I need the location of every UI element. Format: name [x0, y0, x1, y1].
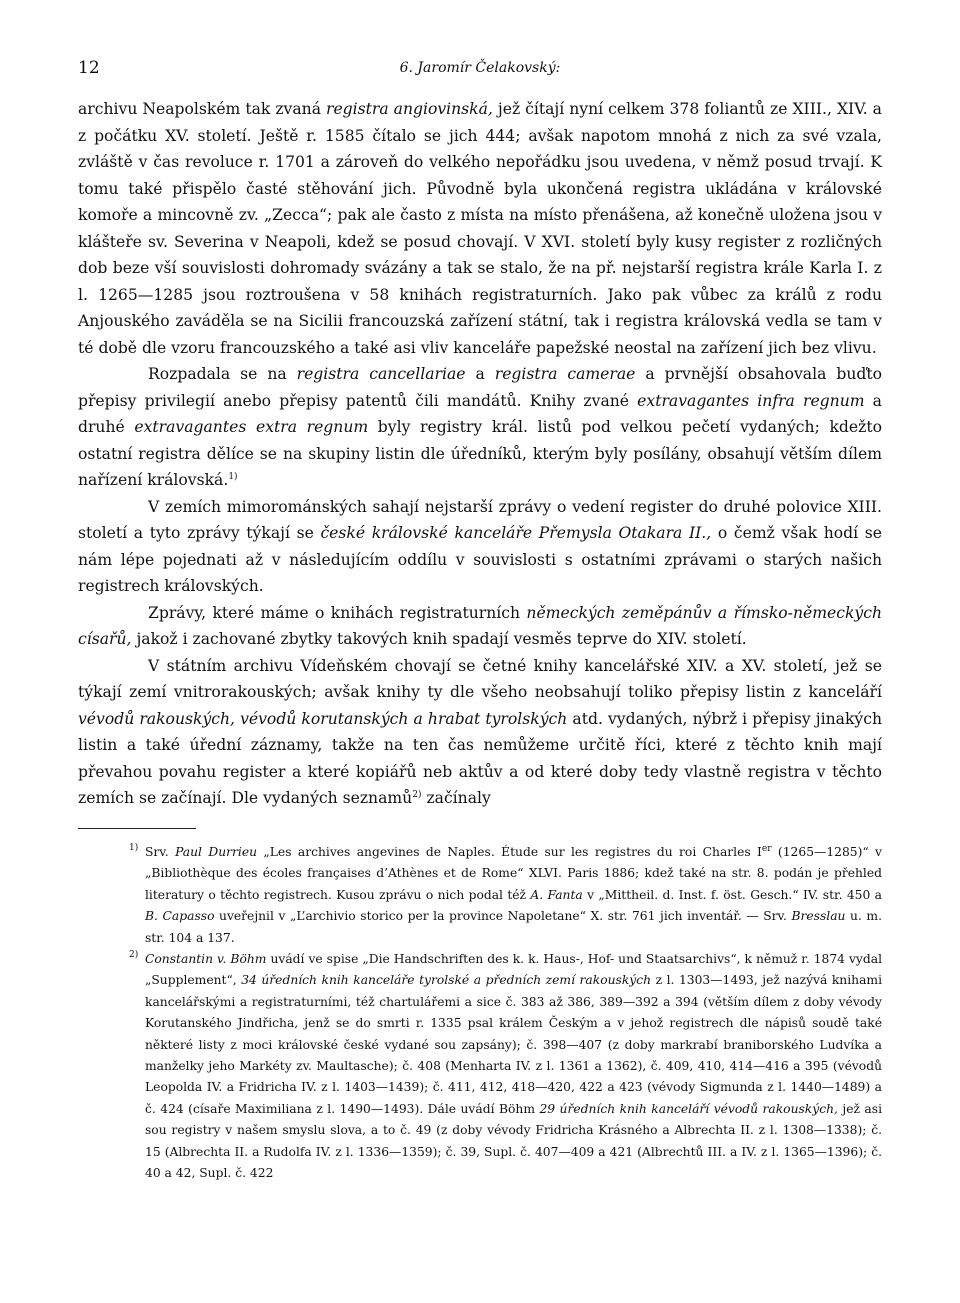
paragraph-4: Zprávy, které máme o knihách registraturních německých zeměpánův a římsko-německých císařů, jakož i zachované zbytky takových knih spadají vesměs teprve do XIV. století.	[78, 603, 882, 648]
running-head: 6. Jaromír Čelakovský:	[399, 60, 561, 76]
paragraph-1: archivu Neapolském tak zvaná registra angiovinská, jež čítají nyní celkem 378 foliantů ze XIII., XIV. a z počátku XV. století. Ještě r. 1585 čítalo se jich 444; avšak napotom mnohá z nich za své vzala, zvláště v čas revoluce r. 1701 a zároveň do velkého nepořádku jsou uvedena, v němž posud trvají. K tomu také přispělo časté stěhování jich. Původně byla ukončená registra ukládána v královské komoře a mincovně zv. „Zecca“; pak ale často z místa na místo přenášena, až konečně uložena jsou v klášteře sv. Severina v Neapoli, kdež se posud chovají. V XVI. století byly kusy register z rozličných dob beze vší souvislosti dohromady svázány a tak se stalo, že na př. nejstarší registra krále Karla I. z l. 1265—1285 jsou roztroušena v 58 knihách registraturních. Jako pak vůbec za králů z rodu Anjouského zaváděla se na Sicilii francouzská zařízení státní, tak i registra královská vedla se tam v té době dle vzoru francouzského a také asi vliv kanceláře papežské neostal na zařízení jich bez vlivu.	[78, 100, 882, 357]
paragraph-3: V zemích mimorománských sahají nejstarší zprávy o vedení register do druhé polovice XIII. století a tyto zprávy týkají se české královské kanceláře Přemysla Otakara II., o čemž však hodí se nám lépe pojednati až v následujícím oddílu v souvislosti s ostatními zprávami o starých našich registrech královských.	[78, 497, 882, 595]
footnote-ref-1: 1)	[228, 471, 238, 482]
page-header	[78, 58, 882, 82]
main-text	[78, 96, 882, 812]
paragraph-5: V státním archivu Vídeňském chovají se četné knihy kancelářské XIV. a XV. století, jež se týkají zemí vnitrorakouských; avšak knihy ty dle všeho neobsahují toliko přepisy listin z kanceláří vévodů rakouských, vévodů korutanských a hrabat tyrolských atd. vydaných, nýbrž i přepisy jinakých listin a také úřední záznamy, takže na ten čas nemůžeme určitě říci, které z těchto knih mají převahou povahu register a které kopiářů neb aktův a od které doby tedy vlastně registra v těchto zemích se začínají. Dle vydaných seznamů$^{2)}$ začínaly	[78, 656, 882, 807]
footnotes	[129, 842, 883, 1185]
paragraph-2: Rozpadala se na registra cancellariae a registra camerae a prvnější obsahovala buďto přepisy privilegií anebo přepisy patentů čili mandátů. Knihy zvané extravagantes infra regnum a druhé extravagantes extra regnum byly registry král. listů pod velkou pečetí vydaných; kdežto ostatní registra dělíce se na skupiny listin dle úředníků, kterým byly posílány, obsahují větším dílem nařízení královská.$^{1)}$	[78, 365, 882, 489]
footnote-2: 2) Constantin v. Böhm uvádí ve spise „Die Handschriften des k. k. Haus-, Hof- und Staatsarchivs“, k němuž r. 1874 vydal „Supplement“, 34 úředních knih kanceláře tyrolské a předních zemí rakouských z l. 1303—1493, jež nazývá knihami kancelářskými a registraturními, též chartulářemi a sice č. 383 až 386, 389—392 a 394 (větším dílem z doby vévody Korutanského Jindřicha, jenž se do smrti r. 1335 psal králem Českým a v jehož registrech dle nápisů soudě také některé listy z moci královské české vydané sou zapsány); č. 398—407 (z doby markrabí braniborského Ludvíka a manželky jeho Markéty zv. Maultasche); č. 408 (Menharta IV. z l. 1361 a 1362), č. 409, 410, 414—416 a 395 (vévodů Leopolda IV. a Fridricha IV. z l. 1403—1439); č. 411, 412, 418—420, 422 a 423 (vévody Sigmunda z l. 1440—1489) a č. 424 (císaře Maximiliana z l. 1490—1493). Dále uvádí Böhm 29 úředních knih kanceláří vévodů rakouských, jež asi sou registry v našem smyslu slova, a to č. 49 (z doby vévody Fridricha Krásného a Albrechta II. z l. 1308—1338); č. 15 (Albrechta II. a Rudolfa IV. z l. 1336—1359); č. 39, Supl. č. 407—409 a 421 (Albrechtů III. a IV. z l. 1365—1396); č. 40 a 42, Supl. č. 422	[145, 949, 882, 1184]
footnote-ref-2: 2)	[412, 789, 422, 800]
footnote-divider	[78, 828, 196, 829]
footnote-mark-1: 1)	[129, 843, 139, 853]
page-number: 12	[78, 58, 100, 78]
footnote-1: 1) Srv. Paul Durrieu „Les archives angevines de Naples. Étude sur les registres du roi Charles Ier (1265—1285)“ v „Bibliothèque des écoles françaises d’Athènes et de Rome“ XLVI. Paris 1886; kdež také na str. 8. podán je přehled literatury o těchto registrech. Kusou zprávu o nich podal též A. Fanta v „Mittheil. d. Inst. f. öst. Gesch.“ IV. str. 450 a B. Capasso uveřejnil v „L’archivio storico per la province Napoletane“ X. str. 761 jich inventář. — Srv. Bresslau u. m. str. 104 a 137.	[145, 842, 882, 949]
footnote-mark-2: 2)	[129, 950, 139, 961]
